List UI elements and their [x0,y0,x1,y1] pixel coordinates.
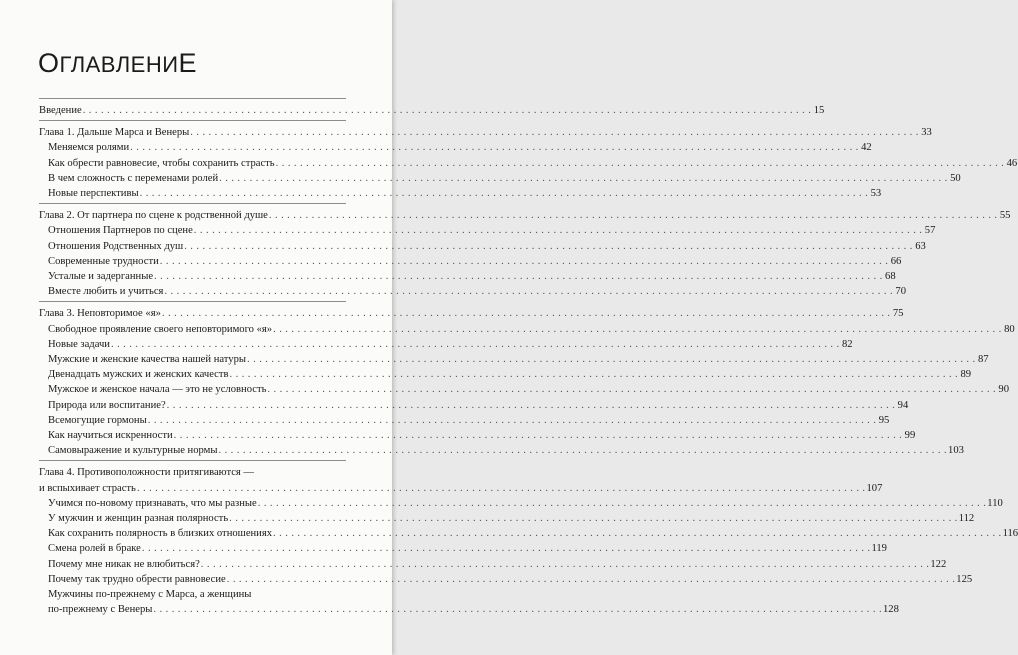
toc-page-number: 82 [841,338,853,350]
dot-leader: . . . . . . . . . . . . . . . . . . . . . . . . . . . . . . . . . . . . . . . . . . . . . . . . . . . . . . . . . . . . . . . . . . . . . . . . . . . . . . . . . . . . . . . . . . . . . . . . . . . . . . . . . . . . . . . . . . . . . . . . [229,513,958,525]
dot-leader: . . . . . . . . . . . . . . . . . . . . . . . . . . . . . . . . . . . . . . . . . . . . . . . . . . . . . . . . . . . . . . . . . . . . . . . . . . . . . . . . . . . . . . . . . . . . . . . . . . . . . . . . . . . . . . . . . . . . . . . . [173,430,903,442]
toc-page-number: 110 [987,497,1003,509]
toc-section-entry[interactable] [39,223,936,238]
toc-section-entry[interactable] [39,443,964,458]
toc-entry-title: Глава 3. Неповторимое «я» [39,308,161,320]
dot-leader: . . . . . . . . . . . . . . . . . . . . . . . . . . . . . . . . . . . . . . . . . . . . . . . . . . . . . . . . . . . . . . . . . . . . . . . . . . . . . . . . . . . . . . . . . . . . . . . . . . . . . . . . . . . . . . . . . . . . . . . . [147,414,877,426]
toc-entry-title: Самовыражение и культурные нормы [48,445,218,457]
toc-section-entry[interactable] [39,496,1003,511]
toc-chapter-entry[interactable] [39,208,1011,223]
dot-leader: . . . . . . . . . . . . . . . . . . . . . . . . . . . . . . . . . . . . . . . . . . . . . . . . . . . . . . . . . . . . . . . . . . . . . . . . . . . . . . . . . . . . . . . . . . . . . . . . . . . . . . . . . . . . . . . . . . . . . . . . [154,271,883,283]
toc-entry-title: Глава 1. Дальше Марса и Венеры [39,127,190,139]
toc-section-entry[interactable] [39,367,972,382]
toc-page-number: 55 [999,210,1011,222]
toc-section-entry[interactable] [39,337,853,352]
toc-section-entry[interactable] [39,557,947,572]
toc-entry-title: Усталые и задерганные [48,271,154,283]
dot-leader: . . . . . . . . . . . . . . . . . . . . . . . . . . . . . . . . . . . . . . . . . . . . . . . . . . . . . . . . . . . . . . . . . . . . . . . . . . . . . . . . . . . . . . . . . . . . . . . . . . . . . . . . . . . . . . . . . . . . . . . . [229,369,959,381]
dot-leader: . . . . . . . . . . . . . . . . . . . . . . . . . . . . . . . . . . . . . . . . . . . . . . . . . . . . . . . . . . . . . . . . . . . . . . . . . . . . . . . . . . . . . . . . . . . . . . . . . . . . . . . . . . . . . . . . . . . . . . . . [82,105,812,116]
dot-leader: . . . . . . . . . . . . . . . . . . . . . . . . . . . . . . . . . . . . . . . . . . . . . . . . . . . . . . . . . . . . . . . . . . . . . . . . . . . . . . . . . . . . . . . . . . . . . . . . . . . . . . . . . . . . . . . . . . . . . . . . [226,573,956,585]
dot-leader: . . . . . . . . . . . . . . . . . . . . . . . . . . . . . . . . . . . . . . . . . . . . . . . . . . . . . . . . . . . . . . . . . . . . . . . . . . . . . . . . . . . . . . . . . . . . . . . . . . . . . . . . . . . . . . . . . . . . . . . . [166,399,896,411]
dot-leader: . . . . . . . . . . . . . . . . . . . . . . . . . . . . . . . . . . . . . . . . . . . . . . . . . . . . . . . . . . . . . . . . . . . . . . . . . . . . . . . . . . . . . . . . . . . . . . . . . . . . . . . . . . . . . . . . . . . . . . . . [139,188,869,200]
toc-chapter-entry[interactable] [39,125,932,140]
toc-page-number: 128 [883,604,899,616]
toc-section-entry[interactable] [39,428,916,443]
section-divider [39,460,346,461]
toc-entry-title: Отношения Родственных душ [48,240,184,252]
toc-entry-title: Всемогущие гормоны [48,414,147,426]
toc-section-entry[interactable] [39,352,989,367]
toc-entry-title: и вспыхивает страсть [39,482,136,494]
toc-page-number: 94 [897,399,909,411]
toc-page-number: 15 [813,105,825,116]
toc-entry-title: Двенадцать мужских и женских качеств [48,369,229,381]
toc-page-number: 57 [924,225,936,237]
toc-page-number: 89 [960,369,972,381]
toc-chapter-entry[interactable] [39,306,904,321]
toc-section-entry[interactable] [39,511,975,526]
toc-page-number: 80 [1004,323,1015,335]
toc-page-number: 112 [958,513,975,525]
toc-section-entry[interactable] [39,587,346,602]
toc-entry-title: Почему так трудно обрести равновесие [48,573,226,585]
toc-page-number: 63 [915,240,926,252]
toc-page-number: 53 [870,188,882,200]
dot-leader: . . . . . . . . . . . . . . . . . . . . . . . . . . . . . . . . . . . . . . . . . . . . . . . . . . . . . . . . . . . . . . . . . . . . . . . . . . . . . . . . . . . . . . . . . . . . . . . . . . . . . . . . . . . . . . . . . . . . . . . . [159,255,889,267]
dot-leader: . . . . . . . . . . . . . . . . . . . . . . . . . . . . . . . . . . . . . . . . . . . . . . . . . . . . . . . . . . . . . . . . . . . . . . . . . . . . . . . . . . . . . . . . . . . . . . . . . . . . . . . . . . . . . . . . . . . . . . . . [200,558,930,570]
toc-section-entry[interactable] [39,382,1009,397]
toc-entry-title: Глава 2. От партнера по сцене к родственной душе [39,210,268,222]
toc-page-number: 122 [930,558,947,570]
dot-leader: . . . . . . . . . . . . . . . . . . . . . . . . . . . . . . . . . . . . . . . . . . . . . . . . . . . . . . . . . . . . . . . . . . . . . . . . . . . . . . . . . . . . . . . . . . . . . . . . . . . . . . . . . . . . . . . . . . . . . . . . [273,528,1002,540]
table-of-contents [39,96,1018,618]
toc-page-number: 75 [892,308,904,320]
toc-page-number: 33 [921,127,932,139]
dot-leader: . . . . . . . . . . . . . . . . . . . . . . . . . . . . . . . . . . . . . . . . . . . . . . . . . . . . . . . . . . . . . . . . . . . . . . . . . . . . . . . . . . . . . . . . . . . . . . . . . . . . . . . . . . . . . . . . . . . . . . . . [257,497,987,509]
title-last-letter: Е [178,48,198,78]
toc-section-entry[interactable] [39,171,961,186]
section-divider [39,98,346,99]
toc-section-entry[interactable] [39,254,902,269]
dot-leader: . . . . . . . . . . . . . . . . . . . . . . . . . . . . . . . . . . . . . . . . . . . . . . . . . . . . . . . . . . . . . . . . . . . . . . . . . . . . . . . . . . . . . . . . . . . . . . . . . . . . . . . . . . . . . . . . . . . . . . . . [247,354,976,366]
dot-leader: . . . . . . . . . . . . . . . . . . . . . . . . . . . . . . . . . . . . . . . . . . . . . . . . . . . . . . . . . . . . . . . . . . . . . . . . . . . . . . . . . . . . . . . . . . . . . . . . . . . . . . . . . . . . . . . . . . . . . . . . [184,240,913,252]
toc-chapter-entry[interactable] [39,103,825,118]
toc-entry-title: Вместе любить и учиться [48,286,164,298]
toc-entry-title: Свободное проявление своего неповторимого «я» [48,323,273,335]
toc-section-entry[interactable] [39,322,1015,337]
toc-section-entry[interactable] [39,541,887,556]
toc-entry-title: Как сохранить полярность в близких отношениях [48,528,273,540]
toc-section-entry[interactable] [39,602,899,617]
toc-section-entry[interactable] [39,239,926,254]
toc-page-number: 68 [885,271,896,283]
toc-page-number: 125 [956,573,973,585]
toc-entry-title: У мужчин и женщин разная полярность [48,513,229,525]
toc-page-number: 99 [904,430,916,442]
toc-entry-title: Мужское и женское начала — это не условность [48,384,267,396]
toc-page-number: 107 [866,482,883,494]
toc-entry-title: Глава 4. Противоположности притягиваются — [39,467,255,479]
toc-page-number: 90 [998,384,1009,396]
toc-chapter-entry[interactable] [39,465,346,480]
dot-leader: . . . . . . . . . . . . . . . . . . . . . . . . . . . . . . . . . . . . . . . . . . . . . . . . . . . . . . . . . . . . . . . . . . . . . . . . . . . . . . . . . . . . . . . . . . . . . . . . . . . . . . . . . . . . . . . . . . . . . . . . [273,323,1002,335]
section-divider [39,120,346,121]
page-title [38,48,197,79]
toc-page-number: 70 [895,286,907,298]
toc-page-number: 42 [861,142,872,154]
toc-entry-title: Как научиться искренности [48,430,173,442]
toc-entry-title: Современные трудности [48,255,159,267]
dot-leader: . . . . . . . . . . . . . . . . . . . . . . . . . . . . . . . . . . . . . . . . . . . . . . . . . . . . . . . . . . . . . . . . . . . . . . . . . . . . . . . . . . . . . . . . . . . . . . . . . . . . . . . . . . . . . . . . . . . . . . . . [136,482,866,494]
toc-section-entry[interactable] [39,413,890,428]
toc-page-number: 87 [977,354,989,366]
toc-entry-title: Отношения Партнеров по сцене [48,225,193,237]
toc-page-number: 46 [1006,157,1018,169]
title-first-letter: О [38,48,60,78]
toc-section-entry[interactable] [39,526,1018,541]
toc-entry-title: Учимся по-новому признавать, что мы разные [48,497,257,509]
toc-section-entry[interactable] [39,140,872,155]
dot-leader: . . . . . . . . . . . . . . . . . . . . . . . . . . . . . . . . . . . . . . . . . . . . . . . . . . . . . . . . . . . . . . . . . . . . . . . . . . . . . . . . . . . . . . . . . . . . . . . . . . . . . . . . . . . . . . . . . . . . . . . . [267,384,996,396]
dot-leader: . . . . . . . . . . . . . . . . . . . . . . . . . . . . . . . . . . . . . . . . . . . . . . . . . . . . . . . . . . . . . . . . . . . . . . . . . . . . . . . . . . . . . . . . . . . . . . . . . . . . . . . . . . . . . . . . . . . . . . . . [141,543,871,555]
toc-entry-title: В чем сложность с переменами ролей [48,172,219,184]
toc-entry-title: Почему мне никак не влюбиться? [48,558,200,570]
toc-entry-title: по-прежнему с Венеры [48,604,153,616]
toc-entry-title: Мужские и женские качества нашей натуры [48,354,246,366]
toc-chapter-entry[interactable] [39,481,883,496]
dot-leader: . . . . . . . . . . . . . . . . . . . . . . . . . . . . . . . . . . . . . . . . . . . . . . . . . . . . . . . . . . . . . . . . . . . . . . . . . . . . . . . . . . . . . . . . . . . . . . . . . . . . . . . . . . . . . . . . . . . . . . . . [164,286,894,298]
toc-section-entry[interactable] [39,284,907,299]
toc-page-number: 103 [948,445,964,457]
toc-entry-title: Природа или воспитание? [48,399,166,411]
toc-entry-title: Новые задачи [48,338,110,350]
toc-section-entry[interactable] [39,186,882,201]
section-divider [39,203,346,204]
section-divider [39,301,346,302]
dot-leader: . . . . . . . . . . . . . . . . . . . . . . . . . . . . . . . . . . . . . . . . . . . . . . . . . . . . . . . . . . . . . . . . . . . . . . . . . . . . . . . . . . . . . . . . . . . . . . . . . . . . . . . . . . . . . . . . . . . . . . . . [268,210,998,222]
dot-leader: . . . . . . . . . . . . . . . . . . . . . . . . . . . . . . . . . . . . . . . . . . . . . . . . . . . . . . . . . . . . . . . . . . . . . . . . . . . . . . . . . . . . . . . . . . . . . . . . . . . . . . . . . . . . . . . . . . . . . . . . [219,172,948,184]
dot-leader: . . . . . . . . . . . . . . . . . . . . . . . . . . . . . . . . . . . . . . . . . . . . . . . . . . . . . . . . . . . . . . . . . . . . . . . . . . . . . . . . . . . . . . . . . . . . . . . . . . . . . . . . . . . . . . . . . . . . . . . . [218,445,948,457]
toc-entry-title: Меняемся ролями [48,142,130,154]
dot-leader: . . . . . . . . . . . . . . . . . . . . . . . . . . . . . . . . . . . . . . . . . . . . . . . . . . . . . . . . . . . . . . . . . . . . . . . . . . . . . . . . . . . . . . . . . . . . . . . . . . . . . . . . . . . . . . . . . . . . . . . . [193,225,923,237]
dot-leader: . . . . . . . . . . . . . . . . . . . . . . . . . . . . . . . . . . . . . . . . . . . . . . . . . . . . . . . . . . . . . . . . . . . . . . . . . . . . . . . . . . . . . . . . . . . . . . . . . . . . . . . . . . . . . . . . . . . . . . . . [275,157,1005,169]
toc-page-number: 119 [871,543,887,555]
toc-section-entry[interactable] [39,398,909,413]
toc-section-entry[interactable] [39,269,896,284]
toc-page-number: 66 [890,255,902,267]
toc-entry-title: Новые перспективы [48,188,139,200]
dot-leader: . . . . . . . . . . . . . . . . . . . . . . . . . . . . . . . . . . . . . . . . . . . . . . . . . . . . . . . . . . . . . . . . . . . . . . . . . . . . . . . . . . . . . . . . . . . . . . . . . . . . . . . . . . . . . . . . . . . . . . . . [161,308,891,320]
toc-page-number: 50 [950,172,961,184]
toc-entry-title: Введение [39,105,82,116]
title-rest: ГЛАВЛЕНИ [59,52,179,77]
toc-entry-title: Как обрести равновесие, чтобы сохранить страсть [48,157,275,169]
toc-page-number: 95 [878,414,890,426]
dot-leader: . . . . . . . . . . . . . . . . . . . . . . . . . . . . . . . . . . . . . . . . . . . . . . . . . . . . . . . . . . . . . . . . . . . . . . . . . . . . . . . . . . . . . . . . . . . . . . . . . . . . . . . . . . . . . . . . . . . . . . . . [190,127,919,139]
toc-section-entry[interactable] [39,572,973,587]
dot-leader: . . . . . . . . . . . . . . . . . . . . . . . . . . . . . . . . . . . . . . . . . . . . . . . . . . . . . . . . . . . . . . . . . . . . . . . . . . . . . . . . . . . . . . . . . . . . . . . . . . . . . . . . . . . . . . . . . . . . . . . . [110,338,840,350]
toc-section-entry[interactable] [39,156,1018,171]
dot-leader: . . . . . . . . . . . . . . . . . . . . . . . . . . . . . . . . . . . . . . . . . . . . . . . . . . . . . . . . . . . . . . . . . . . . . . . . . . . . . . . . . . . . . . . . . . . . . . . . . . . . . . . . . . . . . . . . . . . . . . . . [130,142,859,154]
toc-entry-title: Мужчины по-прежнему с Марса, а женщины [48,589,252,601]
toc-page-number: 116 [1002,528,1018,540]
dot-leader: . . . . . . . . . . . . . . . . . . . . . . . . . . . . . . . . . . . . . . . . . . . . . . . . . . . . . . . . . . . . . . . . . . . . . . . . . . . . . . . . . . . . . . . . . . . . . . . . . . . . . . . . . . . . . . . . . . . . . . . . [153,604,882,616]
toc-entry-title: Смена ролей в браке [48,543,141,555]
